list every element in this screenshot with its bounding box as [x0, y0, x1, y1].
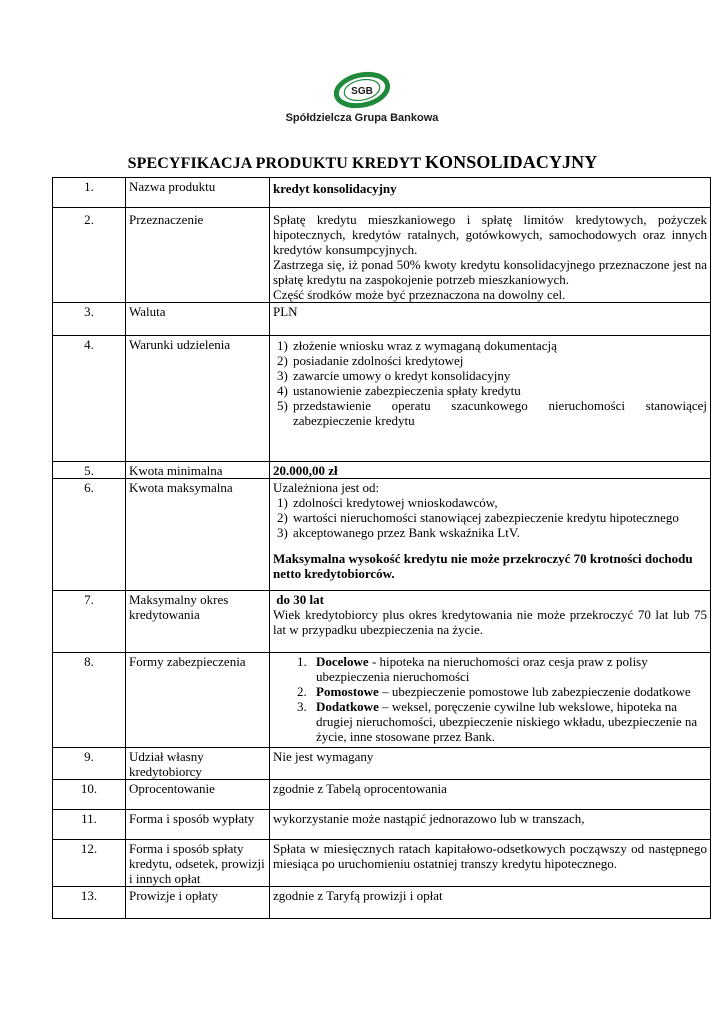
list-item: 2) posiadanie zdolności kredytowej [277, 353, 464, 368]
table-row [53, 303, 711, 336]
table-row [53, 653, 711, 748]
row-label: Kwota minimalna [126, 462, 270, 479]
purpose-paragraph: Część środków może być przeznaczona na dowolny cel. [273, 287, 566, 302]
table-row [53, 780, 711, 810]
list-item: 3) zawarcie umowy o kredyt konsolidacyjny [277, 368, 511, 383]
title-part2: KONSOLIDACYJNY [424, 152, 598, 172]
purpose-paragraph: Zastrzega się, iż ponad 50% kwoty kredytu konsolidacyjnego przeznaczone jest na spłatę kredytu na zaspokojenie potrzeb mieszkaniowych. [273, 257, 707, 287]
list-item: 3) akceptowanego przez Bank wskaźnika LtV. [277, 525, 520, 540]
collateral-list [273, 654, 707, 744]
bank-name: Spółdzielcza Grupa Bankowa [285, 112, 439, 124]
row-number: 13. [53, 887, 126, 919]
row-number: 2. [53, 208, 126, 303]
row-label: Warunki udzielenia [126, 336, 270, 462]
list-item: 4) ustanowienie zabezpieczenia spłaty kredytu [277, 383, 521, 398]
list-item: 2) wartości nieruchomości stanowiącej zabezpieczenie kredytu hipotecznego [277, 510, 679, 525]
row-value [270, 479, 711, 591]
row-number: 8. [53, 653, 126, 748]
sgb-logo-icon [332, 70, 392, 112]
list-item: 1) złożenie wniosku wraz z wymaganą dokumentacją [277, 338, 557, 353]
table-row [53, 840, 711, 887]
row-number: 12. [53, 840, 126, 887]
table-row [53, 479, 711, 591]
row-value: wykorzystanie może nastąpić jednorazowo lub w transzach, [270, 810, 711, 840]
purpose-paragraph: Spłatę kredytu mieszkaniowego i spłatę limitów kredytowych, pożyczek hipotecznych, kredytów ratalnych, gotówkowych, samochodowych oraz innych kredytów konsumpcyjnych. [273, 212, 707, 257]
row-value: zgodnie z Tabelą oprocentowania [270, 780, 711, 810]
row-number: 10. [53, 780, 126, 810]
row-number: 6. [53, 479, 126, 591]
row-value: Spłata w miesięcznych ratach kapitałowo-odsetkowych począwszy od następnego miesiąca po uruchomieniu ostatniej transzy kredytu hipotecznego. [270, 840, 711, 887]
row-label: Kwota maksymalna [126, 479, 270, 591]
max-amount-intro: Uzależniona jest od: [273, 480, 380, 495]
row-value: PLN [270, 303, 711, 336]
row-value [270, 591, 711, 653]
list-item: 1) zdolności kredytowej wnioskodawców, [277, 495, 498, 510]
list-item: 1. Docelowe - hipoteka na nieruchomości oraz cesja praw z polisy ubezpieczenia nieruchomości [297, 654, 648, 684]
max-amount-note: Maksymalna wysokość kredytu nie może przekroczyć 70 krotności dochodu netto kredytobiorców. [273, 551, 693, 581]
list-item: 5) przedstawienie operatu szacunkowego nieruchomości stanowiącej zabezpieczenie kredytu [277, 398, 707, 428]
row-number: 7. [53, 591, 126, 653]
list-item: 3. Dodatkowe – weksel, poręczenie cywilne lub wekslowe, hipoteka na drugiej nieruchomości, ubezpieczenie niskiego wkładu, ubezpieczenie na życie, inne stosowane przez Bank. [297, 699, 698, 744]
specification-table [52, 177, 711, 919]
row-label: Forma i sposób spłaty kredytu, odsetek, prowizji i innych opłat [126, 840, 270, 887]
table-row [53, 208, 711, 303]
row-label: Oprocentowanie [126, 780, 270, 810]
row-value: Nie jest wymagany [270, 748, 711, 780]
row-label: Forma i sposób wypłaty [126, 810, 270, 840]
table-row [53, 462, 711, 479]
row-label: Waluta [126, 303, 270, 336]
row-number: 4. [53, 336, 126, 462]
max-amount-list [273, 495, 707, 540]
row-label: Przeznaczenie [126, 208, 270, 303]
row-label: Nazwa produktu [126, 178, 270, 208]
table-row [53, 748, 711, 780]
row-number: 1. [53, 178, 126, 208]
row-label: Maksymalny okres kredytowania [126, 591, 270, 653]
table-row [53, 810, 711, 840]
max-period-text: Wiek kredytobiorcy plus okres kredytowania nie może przekroczyć 70 lat lub 75 lat w przypadku ubezpieczenia na życie. [273, 607, 707, 637]
row-label: Formy zabezpieczenia [126, 653, 270, 748]
conditions-list [273, 338, 707, 428]
row-number: 5. [53, 462, 126, 479]
row-value [270, 208, 711, 303]
row-number: 3. [53, 303, 126, 336]
sgb-logo [262, 70, 462, 130]
row-value: zgodnie z Taryfą prowizji i opłat [270, 887, 711, 919]
logo-letters: SGB [351, 86, 373, 97]
table-row [53, 178, 711, 208]
row-value: kredyt konsolidacyjny [270, 178, 711, 208]
row-value [270, 653, 711, 748]
max-period-bold: do 30 lat [273, 592, 324, 607]
row-label: Udział własny kredytobiorcy [126, 748, 270, 780]
table-row [53, 887, 711, 919]
list-item: 2. Pomostowe – ubezpieczenie pomostowe lub zabezpieczenie dodatkowe [297, 684, 691, 699]
row-value: 20.000,00 zł [270, 462, 711, 479]
table-row [53, 591, 711, 653]
table-row [53, 336, 711, 462]
row-label: Prowizje i opłaty [126, 887, 270, 919]
row-number: 11. [53, 810, 126, 840]
row-value [270, 336, 711, 462]
title-part1: SPECYFIKACJA PRODUKTU KREDYT [127, 155, 425, 172]
document-title [0, 152, 725, 173]
row-number: 9. [53, 748, 126, 780]
